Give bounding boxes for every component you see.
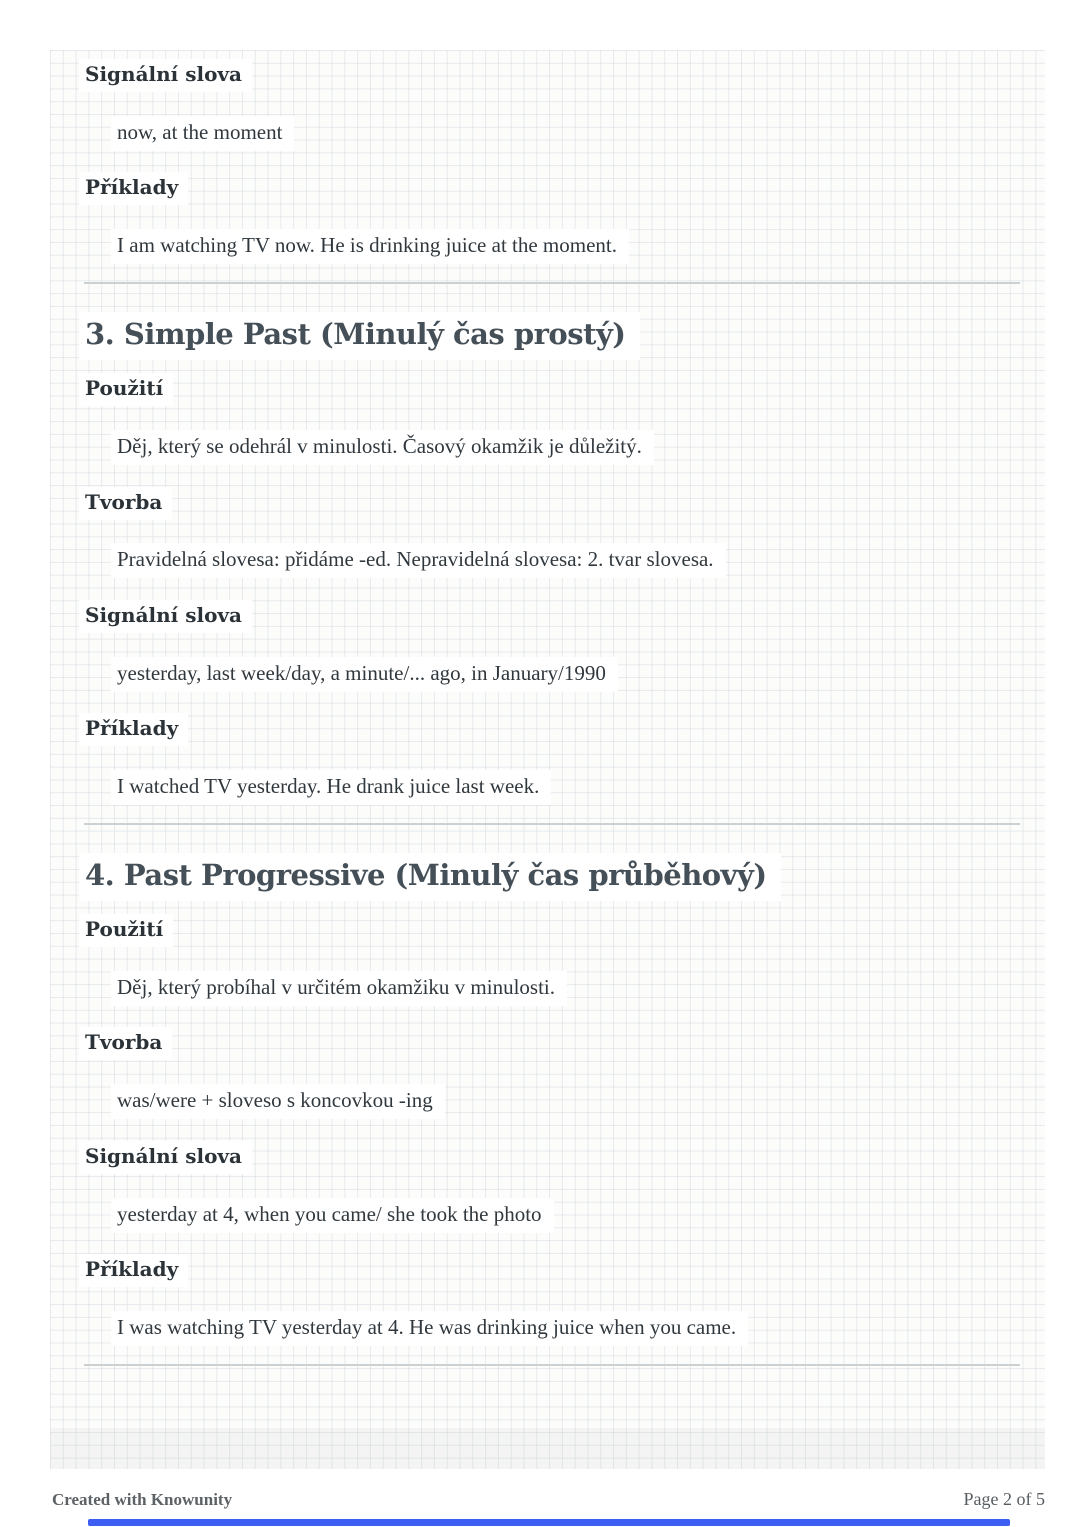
section-divider bbox=[84, 282, 1020, 284]
section-label bbox=[79, 487, 172, 520]
section-label-text: Příklady bbox=[79, 713, 188, 746]
section-label-text: Tvorba bbox=[79, 487, 172, 520]
body-text bbox=[111, 116, 294, 151]
body-text-text: yesterday, last week/day, a minute/... ago, in January/1990 bbox=[111, 657, 618, 692]
body-text-text: I am watching TV now. He is drinking juice at the moment. bbox=[111, 229, 629, 264]
body-text-text: was/were + sloveso s koncovkou -ing bbox=[111, 1084, 445, 1119]
section-label-text: Použití bbox=[79, 914, 173, 947]
section-label bbox=[79, 914, 173, 947]
body-text bbox=[111, 430, 654, 465]
section-heading bbox=[79, 312, 640, 360]
section-heading-text: 3. Simple Past (Minulý čas prostý) bbox=[79, 312, 640, 360]
body-text bbox=[111, 1198, 554, 1233]
progress-bar bbox=[88, 1519, 1010, 1526]
footer-brand: Created with Knowunity bbox=[52, 1489, 236, 1511]
body-text bbox=[111, 971, 567, 1006]
section-label-text: Tvorba bbox=[79, 1027, 172, 1060]
section-label-text: Signální slova bbox=[79, 600, 252, 633]
body-text bbox=[111, 657, 618, 692]
section-label bbox=[79, 373, 173, 406]
section-heading-text: 4. Past Progressive (Minulý čas průběhový) bbox=[79, 853, 781, 901]
section-label bbox=[79, 172, 188, 205]
body-text-text: Pravidelná slovesa: přidáme -ed. Nepravidelná slovesa: 2. tvar slovesa. bbox=[111, 543, 726, 578]
body-text bbox=[111, 770, 551, 805]
body-text-text: yesterday at 4, when you came/ she took the photo bbox=[111, 1198, 554, 1233]
section-heading bbox=[79, 853, 781, 901]
body-text-text: I was watching TV yesterday at 4. He was drinking juice when you came. bbox=[111, 1311, 748, 1346]
body-text-text: Děj, který probíhal v určitém okamžiku v minulosti. bbox=[111, 971, 567, 1006]
section-label bbox=[79, 713, 188, 746]
body-text-text: Děj, který se odehrál v minulosti. Časový okamžik je důležitý. bbox=[111, 430, 654, 465]
section-label bbox=[79, 1027, 172, 1060]
section-label-text: Příklady bbox=[79, 1254, 188, 1287]
section-label bbox=[79, 1141, 252, 1174]
section-label-text: Použití bbox=[79, 373, 173, 406]
body-text bbox=[111, 1084, 445, 1119]
section-label-text: Signální slova bbox=[79, 1141, 252, 1174]
body-text bbox=[111, 543, 726, 578]
footer-page-number: Page 2 of 5 bbox=[960, 1488, 1045, 1511]
section-label-text: Signální slova bbox=[79, 59, 252, 92]
section-label-text: Příklady bbox=[79, 172, 188, 205]
body-text-text: I watched TV yesterday. He drank juice last week. bbox=[111, 770, 551, 805]
section-label bbox=[79, 600, 252, 633]
body-text bbox=[111, 1311, 748, 1346]
section-label bbox=[79, 1254, 188, 1287]
section-divider bbox=[84, 1364, 1020, 1366]
section-divider bbox=[84, 823, 1020, 825]
section-label bbox=[79, 59, 252, 92]
body-text-text: now, at the moment bbox=[111, 116, 294, 151]
body-text bbox=[111, 229, 629, 264]
